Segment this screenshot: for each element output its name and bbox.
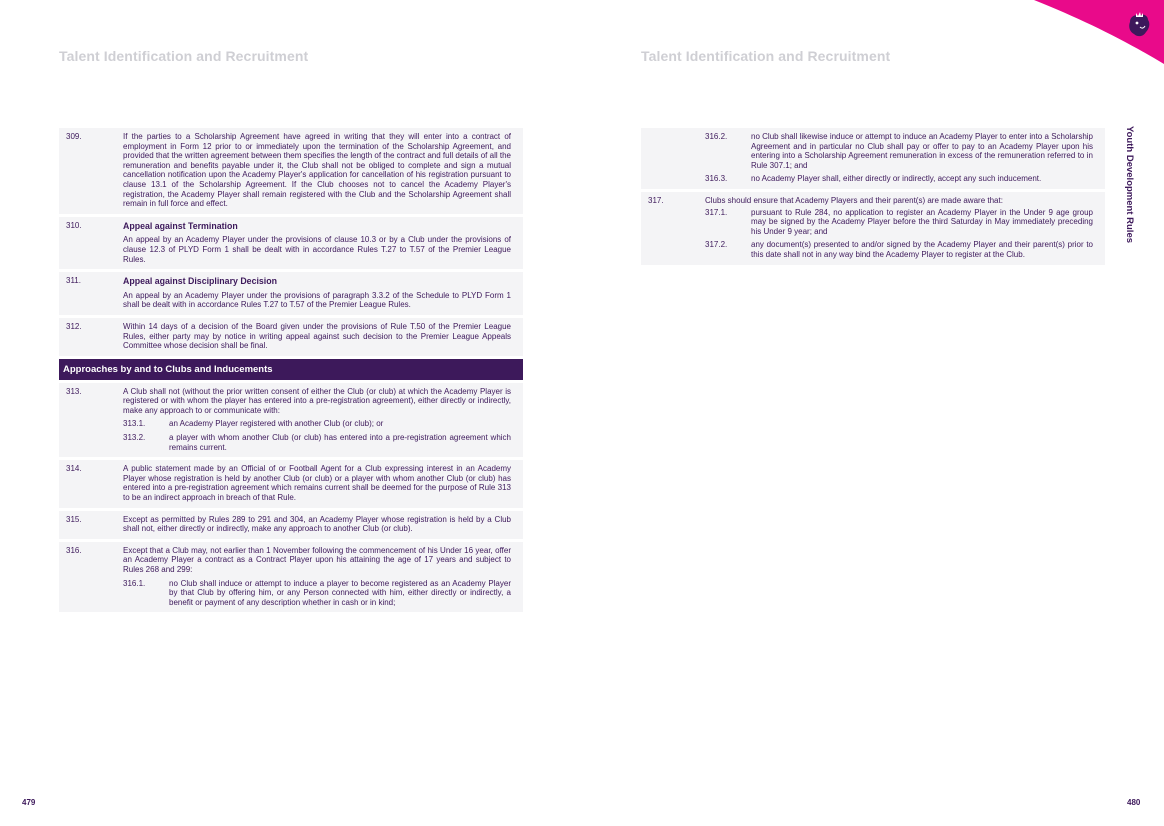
sub-rule <box>123 433 511 452</box>
rule-text: Except that a Club may, not earlier than 1 November following the commencement of his Under 16 year, offer an Academy Player a contract as a Contract Player upon his attaining the age of 17 years and subject to Rules 268 and 299: <box>123 545 511 574</box>
sub-rule-text: no Academy Player shall, either directly or indirectly, accept any such inducement. <box>751 174 1042 184</box>
sub-rule <box>123 419 511 429</box>
rule-number: 313. <box>66 386 82 396</box>
rule-text: An appeal by an Academy Player under the provisions of paragraph 3.3.2 of the Schedule to PLYD Form 1 shall be dealt with in accordance Rules T.27 to T.57 of the Premier League Rules. <box>123 290 511 310</box>
rule-heading: Appeal against Disciplinary Decision <box>123 276 277 287</box>
sub-rule-number: 317.1. <box>705 207 728 217</box>
sub-rule-number: 317.2. <box>705 240 728 250</box>
rule-315 <box>59 511 523 539</box>
rule-text: If the parties to a Scholarship Agreement have agreed in writing that they will enter into a contract of employment in Form 12 prior to or immediately upon the termination of the Scholarship Agreement, and provided that the written agreement between them specifies the length of the contract and full details of all the remuneration and benefits payable under it, the Club shall not be obliged to complete and sign a mutual cancellation notification upon the Academy Player's application for cancellation of his registration pursuant to clause 13.1 of the Scholarship Agreement. If the Club chooses not to cancel the Academy Player's registration, the Academy Player shall remain registered with the Club and the Scholarship Agreement shall remain in full force and effect. <box>123 132 511 209</box>
rule-314 <box>59 460 523 507</box>
rule-text: An appeal by an Academy Player under the provisions of clause 10.3 or by a Club under the provisions of clause 12.3 of PLYD Form 1 shall be dealt with in accordance Rules T.27 to T.57 of the Premier League Rules. <box>123 235 511 264</box>
rule-313 <box>59 383 523 458</box>
side-section-label <box>1124 126 1144 258</box>
rule-316 <box>59 542 523 613</box>
rule-number: 315. <box>66 514 82 524</box>
page-number-right: 480 <box>1127 798 1141 807</box>
sub-rule-number: 316.1. <box>123 578 146 588</box>
rule-310 <box>59 217 523 269</box>
sub-rule-text: an Academy Player registered with another Club (or club); or <box>169 419 384 429</box>
left-column <box>59 128 523 615</box>
rule-316-continued <box>641 128 1105 189</box>
rule-number: 312. <box>66 321 82 331</box>
rule-number: 310. <box>66 220 82 230</box>
rule-text: A public statement made by an Official of or Football Agent for a Club expressing interest in an Academy Player whose registration is held by another Club (or club) or a player with whom another Club (or club) has entered into a pre-registration agreement which remains current shall be deemed for the purpose of Rule 313 to be an indirect approach in breach of that Rule. <box>123 464 511 503</box>
rule-312 <box>59 318 523 356</box>
page-header-left: Talent Identification and Recruitment <box>59 48 309 64</box>
rule-number: 314. <box>66 464 82 474</box>
page-number-left: 479 <box>22 798 36 807</box>
section-heading: Approaches by and to Clubs and Inducements <box>59 359 523 380</box>
sub-rule <box>705 174 1093 184</box>
sub-rule-text: a player with whom another Club (or club) has entered into a pre-registration agreement which remains current. <box>169 433 511 452</box>
rule-number: 309. <box>66 132 82 141</box>
sub-rule-text: no Club shall induce or attempt to induce a player to become registered as an Academy Player by that Club by offering him, or any Person connected with him, either directly or indirectly, a benefit or payment of any description whether in cash or in kind; <box>169 578 511 607</box>
right-column <box>641 128 1105 268</box>
sub-rule-text: pursuant to Rule 284, no application to register an Academy Player in the Under 9 age group may be signed by the Academy Player before the third Saturday in May immediately preceding his Under 9 year; and <box>751 207 1093 236</box>
rule-text: Within 14 days of a decision of the Board given under the provisions of Rule T.50 of the Premier League Rules, either party may by notice in writing appeal against such decision to the Premier League Appeals Committee whose decision shall be final. <box>123 321 511 351</box>
corner-banner <box>1014 0 1164 70</box>
sub-rule-text: any document(s) presented to and/or signed by the Academy Player and their parent(s) prior to this date shall not in any way bind the Academy Player to register at the Club. <box>751 240 1093 259</box>
sub-rule-number: 316.2. <box>705 132 728 141</box>
rule-heading: Appeal against Termination <box>123 220 238 231</box>
rule-311 <box>59 272 523 315</box>
rule-317 <box>641 192 1105 265</box>
rule-number: 316. <box>66 545 82 555</box>
sub-rule-number: 316.3. <box>705 174 728 184</box>
sub-rule-text: no Club shall likewise induce or attempt to induce an Academy Player to enter into a Scholarship Agreement and in particular no Club shall pay or offer to pay to an Academy Player upon his entering into a Scholarship Agreement remuneration in excess of the remuneration referred to in Rule 307.1; and <box>751 132 1093 170</box>
page-header-right: Talent Identification and Recruitment <box>641 48 891 64</box>
sub-rule <box>705 240 1093 259</box>
rule-number: 317. <box>648 195 664 205</box>
rule-text: Clubs should ensure that Academy Players and their parent(s) are made aware that: <box>705 195 1003 205</box>
sub-rule-number: 313.1. <box>123 419 146 429</box>
rule-text: Except as permitted by Rules 289 to 291 and 304, an Academy Player whose registration is held by a Club shall not, either directly or indirectly, make any approach to another Club (or club). <box>123 514 511 534</box>
sub-rule-number: 313.2. <box>123 433 146 443</box>
rule-text: A Club shall not (without the prior written consent of either the Club (or club) at which the Academy Player is registered or with whom the player has entered into a pre-registration agreement), either directly or indirectly, make any approach to or communicate with: <box>123 386 511 415</box>
sub-rule <box>123 579 511 608</box>
rule-309 <box>59 128 523 214</box>
sub-rule <box>705 132 1093 170</box>
rule-number: 311. <box>66 276 81 286</box>
sub-rule <box>705 208 1093 237</box>
side-label-text: Youth Development Rules <box>1124 126 1135 244</box>
